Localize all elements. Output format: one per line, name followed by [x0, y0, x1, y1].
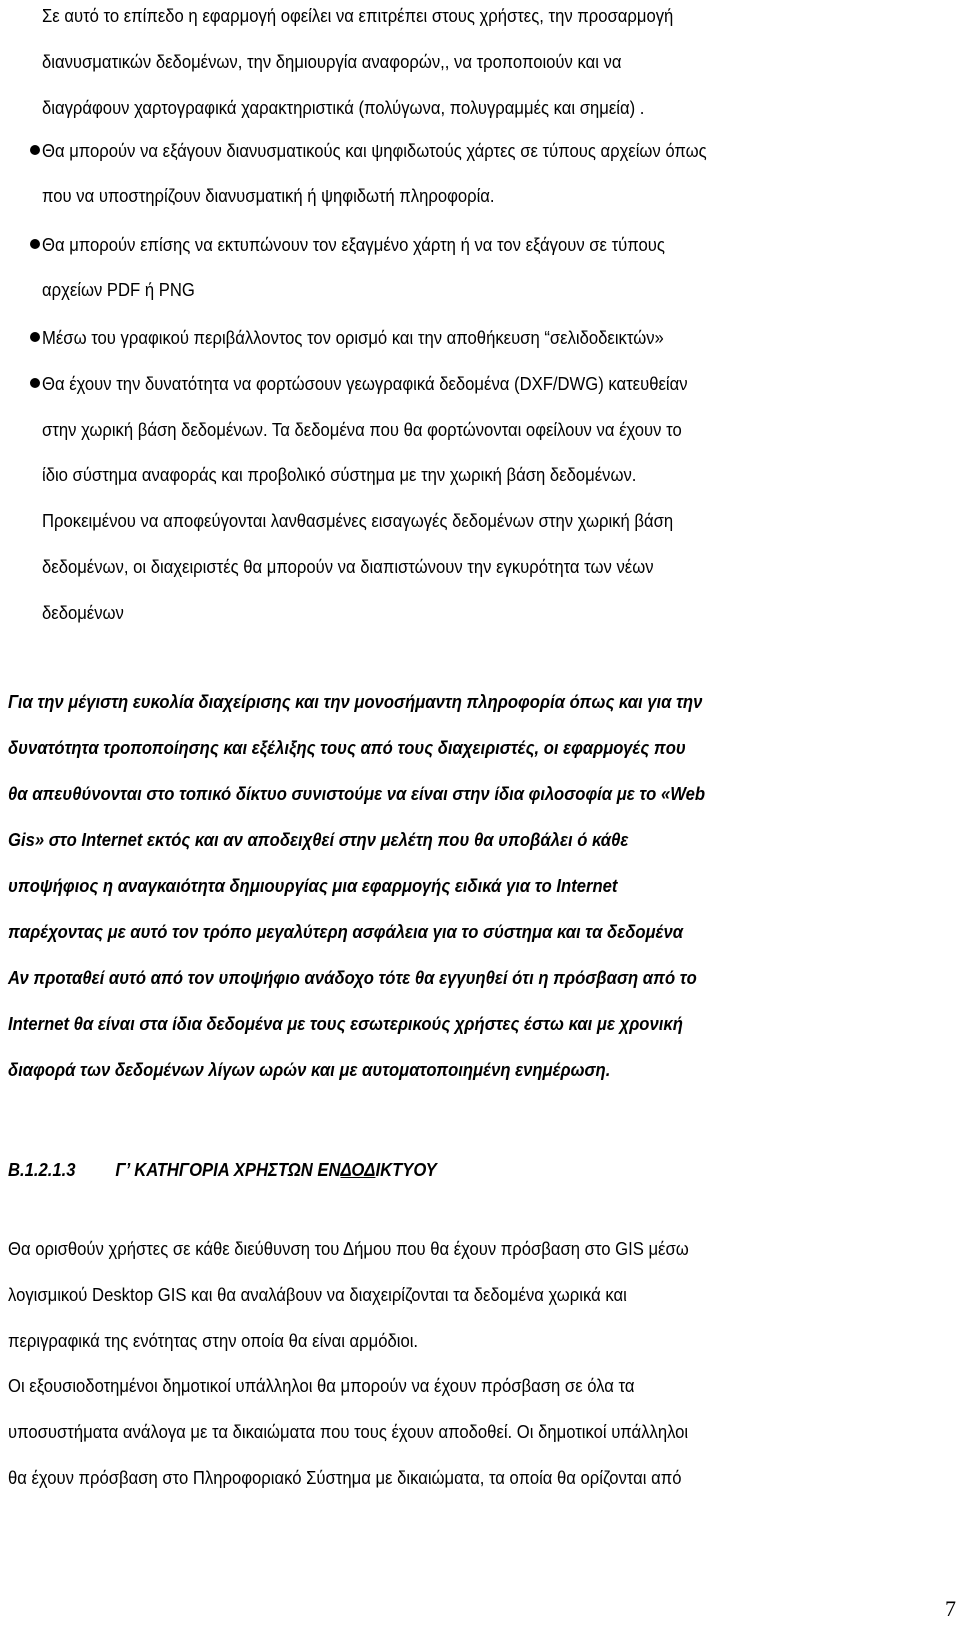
- bullet-dot: [30, 332, 40, 342]
- bullet-line: Θα μπορούν να εξάγουν διανυσματικούς και ψηφιδωτούς χάρτες σε τύπους αρχείων όπως: [42, 140, 707, 161]
- body-line: λογισμικού Desktop GIS και θα αναλάβουν να διαχειρίζονται τα δεδομένα χωρικά και: [8, 1284, 627, 1305]
- bullet-line: ίδιο σύστημα αναφοράς και προβολικό σύστημα με την χωρική βάση δεδομένων.: [42, 464, 637, 485]
- body-line: περιγραφικά της ενότητας στην οποία θα είναι αρμόδιοι.: [8, 1330, 419, 1351]
- body-line: θα έχουν πρόσβαση στο Πληροφοριακό Σύστημα με δικαιώματα, τα οποία θα ορίζονται από: [8, 1467, 682, 1488]
- emphasis-line: Για την μέγιστη ευκολία διαχείρισης και την μονοσήμαντη πληροφορία όπως και για την: [8, 691, 703, 712]
- bullet-line: Μέσω του γραφικού περιβάλλοντος τον ορισμό και την αποθήκευση “σελιδοδεικτών»: [42, 327, 664, 348]
- bullet-line: Θα μπορούν επίσης να εκτυπώνουν τον εξαγμένο χάρτη ή να τον εξάγουν σε τύπους: [42, 234, 665, 255]
- bullet-line: Προκειμένου να αποφεύγονται λανθασμένες εισαγωγές δεδομένων στην χωρική βάση: [42, 510, 674, 531]
- emphasis-line: Internet θα είναι στα ίδια δεδομένα με τους εσωτερικούς χρήστες έστω και με χρονική: [8, 1013, 683, 1034]
- emphasis-line: διαφορά των δεδομένων λίγων ωρών και με αυτοματοποιημένη ενημέρωση.: [8, 1059, 611, 1080]
- intro-line: Σε αυτό το επίπεδο η εφαρμογή οφείλει να επιτρέπει στους χρήστες, την προσαρμογή: [42, 5, 674, 26]
- bullet-dot: [30, 145, 40, 155]
- bullet-line: που να υποστηρίζουν διανυσματική ή ψηφιδωτή πληροφορία.: [42, 185, 495, 206]
- emphasis-line: υποψήφιος η αναγκαιότητα δημιουργίας μια εφαρμογής ειδικά για το Internet: [8, 875, 618, 896]
- body-line: Οι εξουσιοδοτημένοι δημοτικοί υπάλληλοι θα μπορούν να έχουν πρόσβαση σε όλα τα: [8, 1375, 635, 1396]
- bullet-line: δεδομένων, οι διαχειριστές θα μπορούν να διαπιστώνουν την εγκυρότητα των νέων: [42, 556, 654, 577]
- intro-line: διαγράφουν χαρτογραφικά χαρακτηριστικά (πολύγωνα, πολυγραμμές και σημεία) .: [42, 97, 645, 118]
- bullet-dot: [30, 378, 40, 388]
- emphasis-line: Gis» στο Internet εκτός και αν αποδειχθεί στην μελέτη που θα υποβάλει ό κάθε: [8, 829, 629, 850]
- bullet-line: στην χωρική βάση δεδομένων. Τα δεδομένα που θα φορτώνονται οφείλουν να έχουν το: [42, 419, 682, 440]
- bullet-line: δεδομένων: [42, 602, 124, 623]
- section-heading: [8, 1158, 834, 1182]
- bullet-line: Θα έχουν την δυνατότητα να φορτώσουν γεωγραφικά δεδομένα (DXF/DWG) κατευθείαν: [42, 373, 688, 394]
- section-number: B.1.2.1.3: [8, 1159, 76, 1180]
- section-title: Γ’ ΚΑΤΗΓΟΡΙΑ ΧΡΗΣΤΩΝ ΕΝΔΟΔΙΚΤΥΟΥ: [115, 1159, 437, 1180]
- bullet-line: αρχείων PDF ή PNG: [42, 279, 195, 300]
- emphasis-line: δυνατότητα τροποποίησης και εξέλιξης τους από τους διαχειριστές, οι εφαρμογές που: [8, 737, 686, 758]
- emphasis-line: Αν προταθεί αυτό από τον υποψήφιο ανάδοχο τότε θα εγγυηθεί ότι η πρόσβαση από το: [8, 967, 697, 988]
- page-number: 7: [945, 1596, 956, 1621]
- body-line: υποσυστήματα ανάλογα με τα δικαιώματα που τους έχουν αποδοθεί. Οι δημοτικοί υπάλληλοι: [8, 1421, 689, 1442]
- emphasis-line: παρέχοντας με αυτό τον τρόπο μεγαλύτερη ασφάλεια για το σύστημα και τα δεδομένα: [8, 921, 684, 942]
- body-line: Θα ορισθούν χρήστες σε κάθε διεύθυνση του Δήμου που θα έχουν πρόσβαση στο GIS μέσω: [8, 1238, 689, 1259]
- bullet-dot: [30, 239, 40, 249]
- emphasis-line: θα απευθύνονται στο τοπικό δίκτυο συνιστούμε να είναι στην ίδια φιλοσοφία με το «Web: [8, 783, 706, 804]
- intro-line: διανυσματικών δεδομένων, την δημιουργία αναφορών,, να τροποποιούν και να: [42, 51, 622, 72]
